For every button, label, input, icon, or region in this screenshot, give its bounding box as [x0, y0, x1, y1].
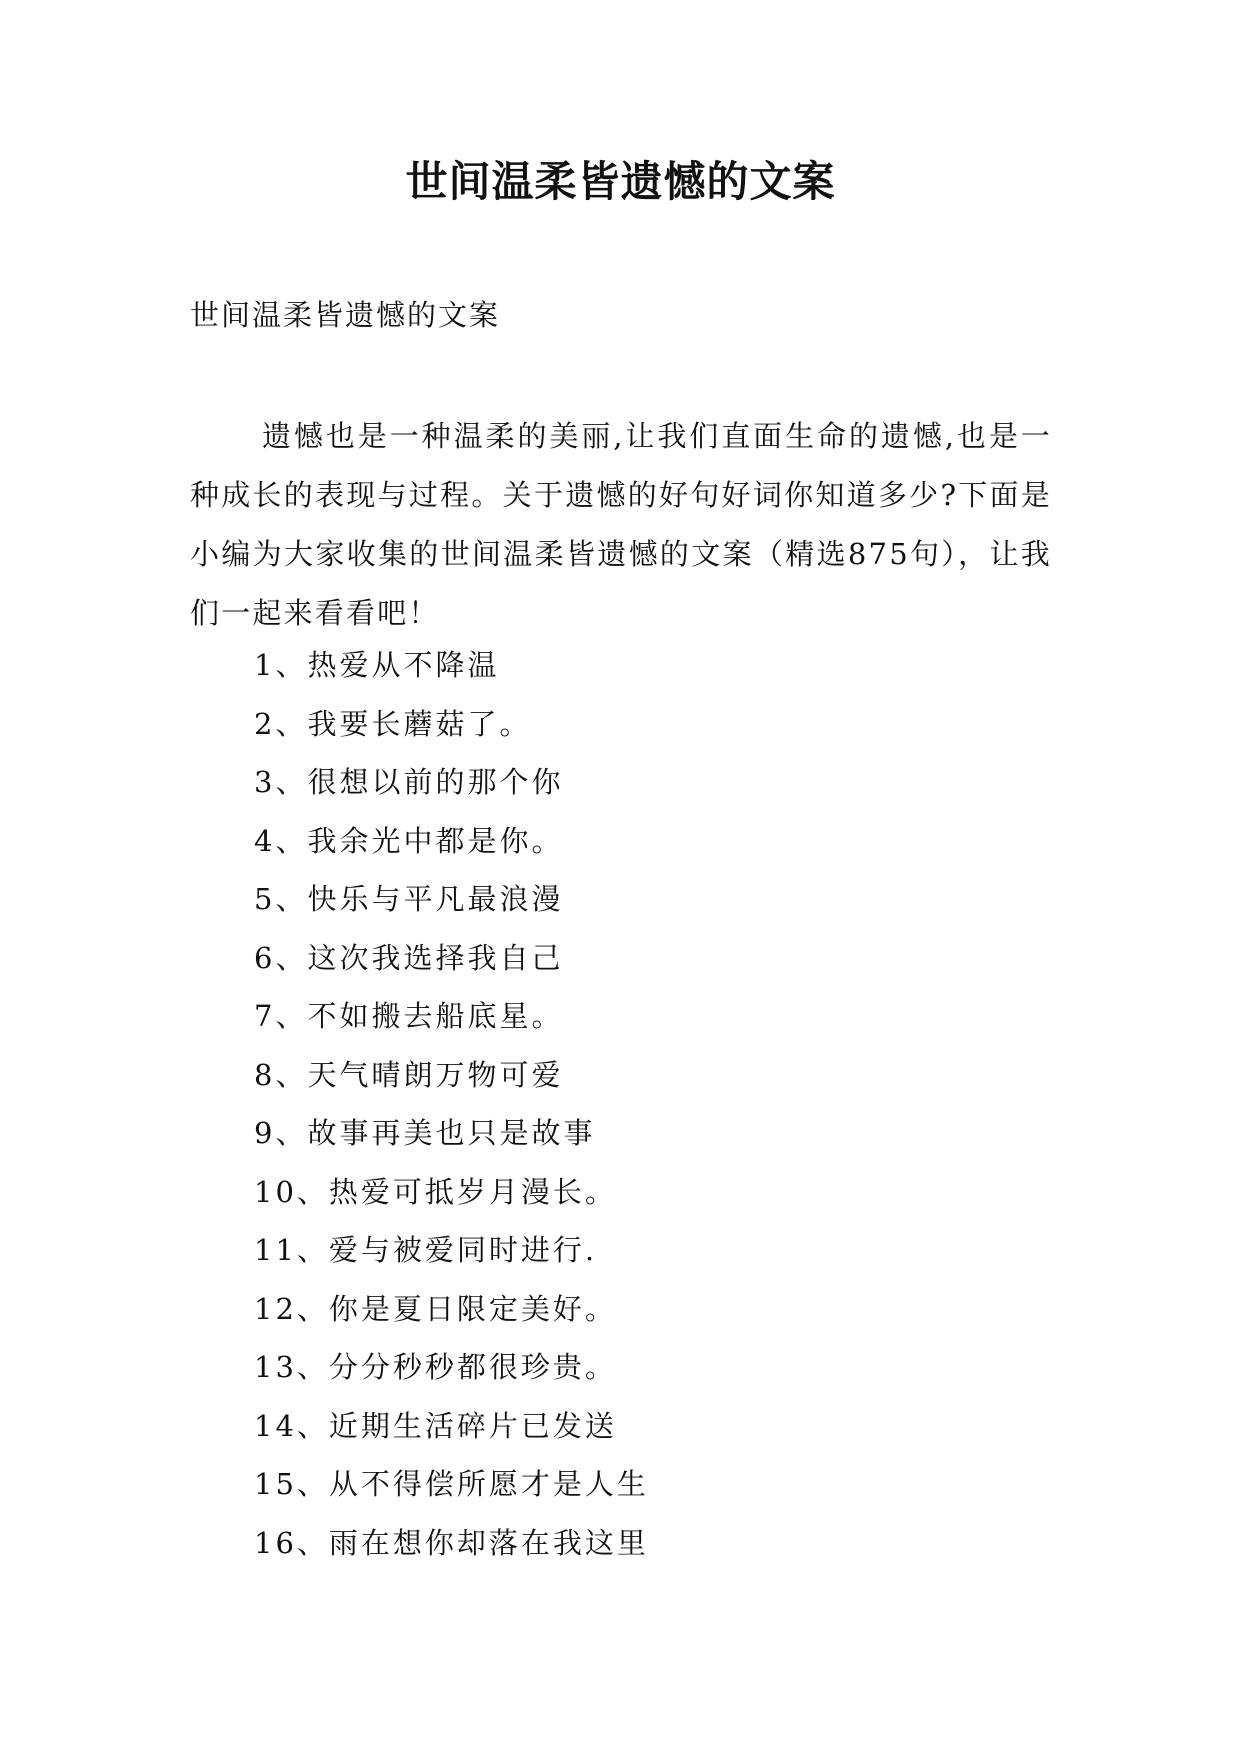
list-item: 6、这次我选择我自己 — [254, 940, 564, 975]
document-subtitle: 世间温柔皆遗憾的文案 — [190, 298, 501, 332]
list-item: 12、你是夏日限定美好。 — [254, 1291, 617, 1326]
quote-list — [254, 636, 649, 1572]
list-item: 9、故事再美也只是故事 — [254, 1116, 596, 1150]
list-item: 8、天气晴朗万物可爱 — [254, 1057, 564, 1092]
list-item: 2、我要长蘑菇了。 — [254, 706, 532, 741]
list-item: 13、分分秒秒都很珍贵。 — [254, 1350, 617, 1384]
list-item: 10、热爱可抵岁月漫长。 — [254, 1174, 617, 1209]
list-item: 4、我余光中都是你。 — [254, 823, 564, 858]
list-item: 3、很想以前的那个你 — [254, 765, 564, 799]
list-item: 15、从不得偿所愿才是人生 — [254, 1467, 649, 1501]
list-item: 5、快乐与平凡最浪漫 — [254, 882, 564, 916]
list-item: 14、近期生活碎片已发送 — [254, 1408, 617, 1443]
list-item: 16、雨在想你却落在我这里 — [254, 1525, 649, 1560]
document-title: 世间温柔皆遗憾的文案 — [405, 157, 836, 206]
list-item: 7、不如搬去船底星。 — [254, 999, 564, 1033]
list-item: 11、爱与被爱同时进行. — [254, 1233, 598, 1267]
intro-paragraph: 遗憾也是一种温柔的美丽,让我们直面生命的遗憾,也是一种成长的表现与过程。关于遗憾的好句好词你知道多少?下面是小编为大家收集的世间温柔皆遗憾的文案（精选875句），让我们一起来看看吧！ — [190, 419, 1052, 630]
list-item: 1、热爱从不降温 — [254, 648, 500, 682]
